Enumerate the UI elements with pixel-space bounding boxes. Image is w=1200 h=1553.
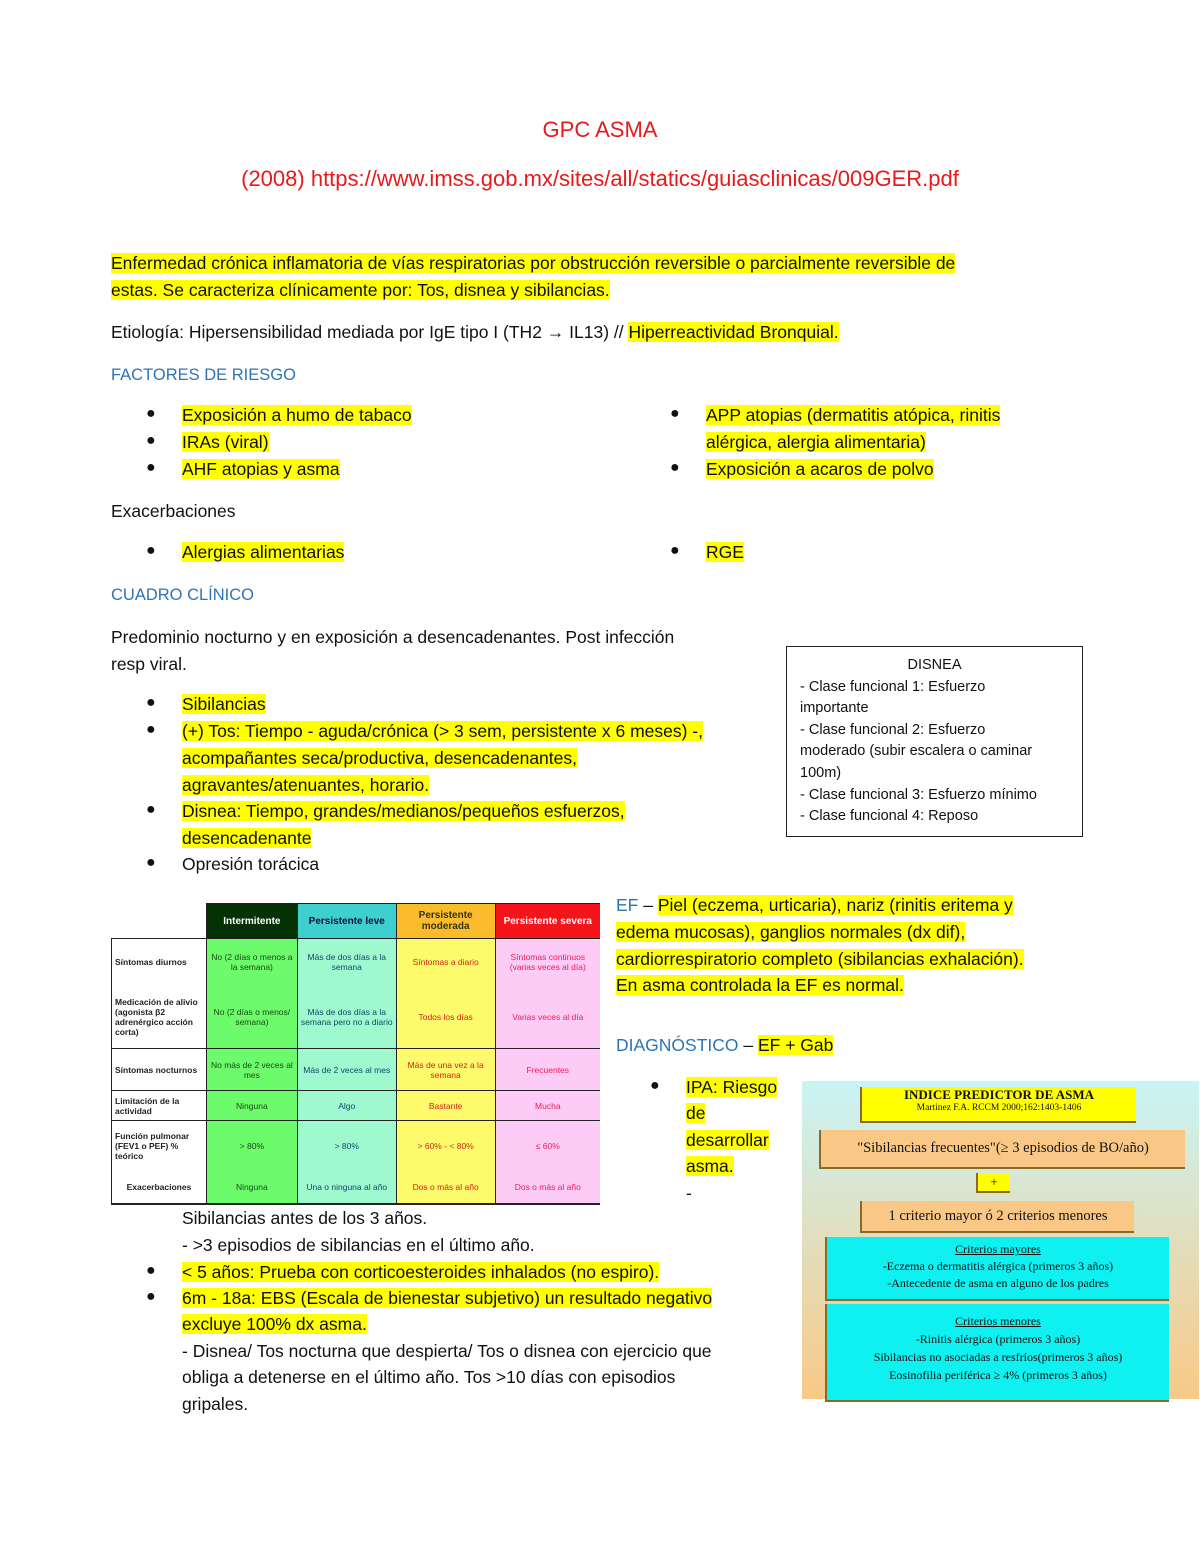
row-label: Síntomas diurnos <box>112 939 207 986</box>
bullet-icon: ● <box>670 542 680 559</box>
ef-line: Piel (eczema, urticaria), nariz (rinitis eritema y <box>657 895 1013 915</box>
bullet-icon: ● <box>146 694 156 711</box>
symptom-item: desencadenante <box>182 828 312 848</box>
bullet-icon: ● <box>146 1288 156 1305</box>
bullet-icon: ● <box>146 542 156 559</box>
table-cell: Ninguna <box>206 1091 297 1121</box>
row-label: Síntomas nocturnos <box>112 1049 207 1091</box>
exacerbacion-item: Alergias alimentarias <box>182 542 345 562</box>
table-row <box>112 1171 601 1204</box>
disnea-line: - Clase funcional 4: Reposo <box>800 808 979 825</box>
bullet-icon: ● <box>146 721 156 738</box>
table-row <box>112 1121 601 1171</box>
table-cell: > 60% - < 80% <box>396 1121 495 1171</box>
factor-item: alérgica, alergia alimentaria) <box>706 432 926 452</box>
diagnostico-heading: DIAGNÓSTICO <box>616 1035 739 1055</box>
cuadro-intro: Predominio nocturno y en exposición a desencadenantes. Post infección <box>111 627 675 647</box>
ipa-title: INDICE PREDICTOR DE ASMA <box>903 1087 1095 1102</box>
doc-title: GPC ASMA <box>542 117 658 142</box>
disnea-title: DISNEA <box>907 657 962 673</box>
ipa-line: desarrollar <box>686 1130 769 1150</box>
factor-item: IRAs (viral) <box>182 432 269 452</box>
table-cell: No (2 días o menos a la semana) <box>206 939 297 986</box>
disnea-box <box>786 646 1083 837</box>
disnea-line: moderado (subir escalera o caminar <box>800 743 1033 760</box>
header-persistente-severa: Persistente severa <box>495 904 600 939</box>
etiologia-text: Etiología: Hipersensibilidad mediada por IgE tipo I (TH2 → IL13) // <box>111 322 629 342</box>
exacerbacion-item: RGE <box>706 542 744 562</box>
source-link[interactable]: (2008) https://www.imss.gob.mx/sites/all/statics/guiasclinicas/009GER.pdf <box>241 166 959 191</box>
row-label: Exacerbaciones <box>112 1171 207 1204</box>
row-label: Medicación de alivio (agonista β2 adrenérgico acción corta) <box>112 986 207 1049</box>
header-persistente-leve: Persistente leve <box>297 904 396 939</box>
ipa-line: asma. <box>686 1156 734 1176</box>
diagnostico-highlight: EF + Gab <box>757 1035 834 1055</box>
ipa-title-box <box>860 1087 1136 1123</box>
table-cell: No (2 días o menos/ semana) <box>206 986 297 1049</box>
table-cell: Frecuentes <box>495 1049 600 1091</box>
ipa-menores-box <box>825 1304 1169 1402</box>
table-cell: No más de 2 veces al mes <box>206 1049 297 1091</box>
table-cell: Varias veces al día <box>495 986 600 1049</box>
bullet-icon: ● <box>146 801 156 818</box>
table-cell: Síntomas continuos (varias veces al día) <box>495 939 600 986</box>
table-row <box>112 1049 601 1091</box>
definition-line: Enfermedad crónica inflamatoria de vías respiratorias por obstrucción reversible o parcialmente reversible de <box>111 253 956 273</box>
ipa-mayores-box <box>825 1237 1169 1301</box>
diagnostico-dash: – <box>738 1035 758 1055</box>
table-cell: Bastante <box>396 1091 495 1121</box>
cuadro-heading: CUADRO CLÍNICO <box>111 586 255 604</box>
bullet-icon: ● <box>146 459 156 476</box>
disnea-line: - Clase funcional 3: Esfuerzo mínimo <box>800 786 1037 803</box>
table-row <box>112 1091 601 1121</box>
lower-line: Sibilancias antes de los 3 años. <box>182 1208 428 1228</box>
cuadro-intro: resp viral. <box>111 654 187 674</box>
disnea-line: - Clase funcional 2: Esfuerzo <box>800 721 986 738</box>
bullet-icon: ● <box>650 1077 660 1094</box>
header-intermitente: Intermitente <box>206 904 297 939</box>
symptom-item: (+) Tos: Tiempo - aguda/crónica (> 3 sem, persistente x 6 meses) -, <box>182 721 704 741</box>
row-label: Función pulmonar (FEV1 o PEF) % teórico <box>112 1121 207 1171</box>
row-label: Limitación de la actividad <box>112 1091 207 1121</box>
lower-tail: gripales. <box>182 1394 249 1414</box>
table-cell: Dos o más al año <box>396 1171 495 1204</box>
table-cell: Ninguna <box>206 1171 297 1204</box>
table-cell: Más de una vez a la semana <box>396 1049 495 1091</box>
ipa-dash: - <box>686 1183 692 1203</box>
lower-tail: obliga a detenerse en el último año. Tos >10 días con episodios <box>182 1367 676 1387</box>
definition-line: estas. Se caracteriza clínicamente por: Tos, disnea y sibilancias. <box>111 280 610 300</box>
ef-dash: – <box>638 895 658 915</box>
table-cell: Más de dos días a la semana pero no a diario <box>297 986 396 1049</box>
header-persistente-moderada: Persistente moderada <box>396 904 495 939</box>
lower-tail: - Disnea/ Tos nocturna que despierta/ Tos o disnea con ejercicio que <box>182 1341 712 1361</box>
factores-heading: FACTORES DE RIESGO <box>111 366 296 384</box>
factor-item: APP atopias (dermatitis atópica, rinitis <box>706 405 1001 425</box>
ipa-menor-item: Sibilancias no asociadas a resfríos(primeros 3 años) <box>873 1350 1123 1364</box>
ef-line: cardiorrespiratorio completo (sibilancias exhalación). <box>616 949 1024 969</box>
disnea-line: - Clase funcional 1: Esfuerzo <box>800 678 986 695</box>
factor-item: Exposición a acaros de polvo <box>706 459 934 479</box>
ipa-mayor-item: -Antecedente de asma en alguno de los padres <box>887 1276 1109 1290</box>
ipa-menores-title: Criterios menores <box>955 1314 1041 1328</box>
ipa-menor-item: Eosinofilia periférica ≥ 4% (primeros 3 años) <box>889 1368 1107 1382</box>
ipa-mayores-title: Criterios mayores <box>955 1242 1041 1256</box>
bullet-icon: ● <box>146 432 156 449</box>
ipa-plus-box: + <box>976 1173 1010 1193</box>
ipa-criterion-box: 1 criterio mayor ó 2 criterios menores <box>860 1201 1134 1233</box>
symptom-item: Opresión torácica <box>182 854 320 874</box>
ef-line: edema mucosas), ganglios normales (dx dif), <box>616 922 966 942</box>
lower-bullet: 6m - 18a: EBS (Escala de bienestar subjetivo) un resultado negativo <box>182 1288 713 1308</box>
bullet-icon: ● <box>146 405 156 422</box>
table-cell: Todos los días <box>396 986 495 1049</box>
etiologia-highlight: Hiperreactividad Bronquial. <box>628 322 839 342</box>
lower-bullet: excluye 100% dx asma. <box>182 1314 367 1334</box>
table-row <box>112 986 601 1049</box>
symptom-item: Sibilancias <box>182 694 266 714</box>
ef-label: EF <box>616 895 639 915</box>
symptom-item: Disnea: Tiempo, grandes/medianos/pequeños esfuerzos, <box>182 801 625 821</box>
table-cell: > 80% <box>297 1121 396 1171</box>
factor-item: AHF atopias y asma <box>182 459 340 479</box>
bullet-icon: ● <box>670 405 680 422</box>
lower-bullet: < 5 años: Prueba con corticoesteroides inhalados (no espiro). <box>182 1262 660 1282</box>
ef-line: En asma controlada la EF es normal. <box>616 975 904 995</box>
asthma-classification-table <box>111 903 600 1205</box>
lower-line: - >3 episodios de sibilancias en el último año. <box>182 1235 535 1255</box>
table-cell: Mucha <box>495 1091 600 1121</box>
ipa-mayor-item: -Eczema o dermatitis alérgica (primeros 3 años) <box>882 1259 1114 1273</box>
disnea-line: importante <box>800 700 869 717</box>
table-row <box>112 939 601 986</box>
symptom-item: acompañantes seca/productiva, desencadenantes, <box>182 748 577 768</box>
ipa-figure <box>802 1081 1199 1399</box>
table-cell: Dos o más al año <box>495 1171 600 1204</box>
bullet-icon: ● <box>670 459 680 476</box>
table-cell: Una o ninguna al año <box>297 1171 396 1204</box>
table-cell: Más de 2 veces al mes <box>297 1049 396 1091</box>
ipa-line: de <box>686 1103 706 1123</box>
table-cell: ≤ 60% <box>495 1121 600 1171</box>
bullet-icon: ● <box>146 854 156 871</box>
bullet-icon: ● <box>146 1262 156 1279</box>
ipa-subtitle: Martinez F.A. RCCM 2000;162:1403-1406 <box>916 1103 1082 1113</box>
disnea-line: 100m) <box>800 764 842 781</box>
factor-item: Exposición a humo de tabaco <box>182 405 412 425</box>
ipa-main-box: "Sibilancias frecuentes"(≥ 3 episodios de BO/año) <box>819 1130 1185 1169</box>
ipa-line: IPA: Riesgo <box>686 1077 778 1097</box>
table-cell: Algo <box>297 1091 396 1121</box>
table-cell: Síntomas a diario <box>396 939 495 986</box>
symptom-item: agravantes/atenuantes, horario. <box>182 775 430 795</box>
exacerbaciones-label: Exacerbaciones <box>111 501 236 521</box>
table-cell: > 80% <box>206 1121 297 1171</box>
table-cell: Más de dos días a la semana <box>297 939 396 986</box>
ipa-menor-item: -Rinitis alérgica (primeros 3 años) <box>915 1332 1081 1346</box>
